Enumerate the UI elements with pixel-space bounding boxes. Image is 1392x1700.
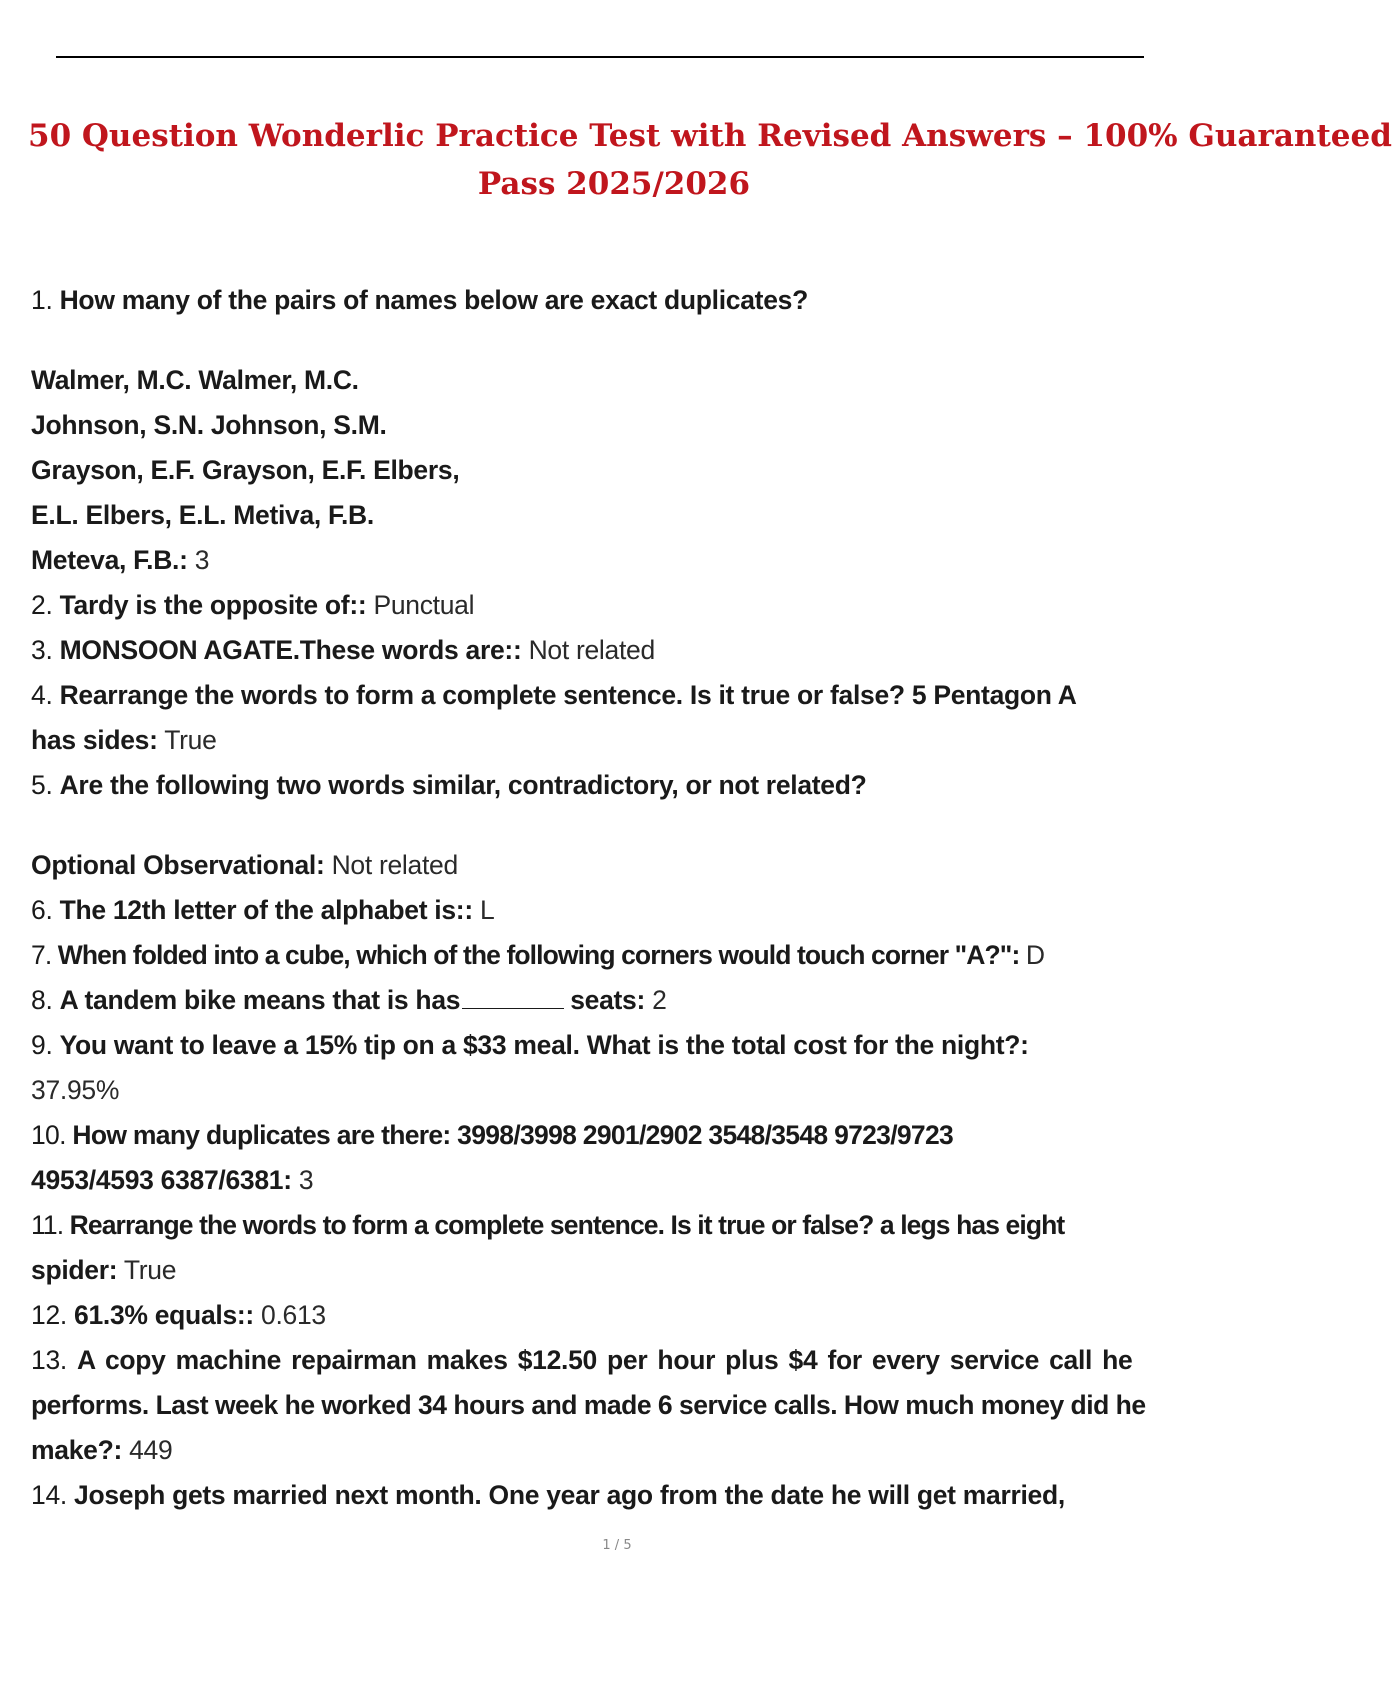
answer: 0.613 — [261, 1300, 326, 1330]
answer: L — [479, 895, 495, 925]
question-8: 8. A tandem bike means that is has seats: 2 — [31, 985, 667, 1015]
question-11: 11. Rearrange the words to form a complete sentence. Is it true or false? a legs has eight — [31, 1210, 1065, 1240]
q1-answer-line: Meteva, F.B.: 3 — [31, 545, 210, 575]
question-9-answer — [31, 1068, 1200, 1113]
answer: Not related — [331, 850, 458, 880]
answer: True — [123, 1255, 177, 1285]
answer: Punctual — [373, 590, 475, 620]
question-11-cont: spider: True — [31, 1255, 177, 1285]
question-3: 3. MONSOON AGATE.These words are:: Not related — [31, 635, 655, 665]
q1-name-line: Johnson, S.N. Johnson, S.M. — [31, 410, 387, 440]
question-6: 6. The 12th letter of the alphabet is:: L — [31, 895, 495, 925]
title-line-2: Pass 2025/2026 — [477, 166, 751, 202]
q1-name-line: Walmer, M.C. Walmer, M.C. — [31, 365, 359, 395]
page-number: 1 / 5 — [602, 1538, 632, 1553]
question-13: 13. A copy machine repairman makes $12.50 per hour plus $4 for every service call he — [31, 1345, 1133, 1375]
answer-blank — [462, 988, 564, 1009]
q1-name-line: E.L. Elbers, E.L. Metiva, F.B. — [31, 500, 374, 530]
answer: True — [164, 725, 217, 755]
question-4: 4. Rearrange the words to form a complete sentence. Is it true or false? 5 Pentagon A — [31, 680, 1077, 710]
question-13-cont2: make?: 449 — [31, 1435, 173, 1465]
question-2: 2. Tardy is the opposite of:: Punctual — [31, 590, 475, 620]
question-list — [31, 278, 1200, 1518]
answer: 2 — [652, 985, 667, 1015]
question-9: 9. You want to leave a 15% tip on a $33 meal. What is the total cost for the night?: — [31, 1030, 1029, 1060]
answer: D — [1025, 940, 1045, 970]
question-10-cont: 4953/4593 6387/6381: 3 — [31, 1165, 314, 1195]
question-5-sub: Optional Observational: Not related — [31, 850, 458, 880]
question-13-cont: performs. Last week he worked 34 hours and made 6 service calls. How much money did he — [31, 1390, 1146, 1420]
answer: 37.95% — [31, 1075, 120, 1105]
answer: 449 — [129, 1435, 173, 1465]
question-4-cont: has sides: True — [31, 725, 217, 755]
q1-name-line: Grayson, E.F. Grayson, E.F. Elbers, — [31, 455, 460, 485]
top-rule — [56, 56, 1144, 58]
question-5: 5. Are the following two words similar, contradictory, or not related? — [31, 770, 867, 800]
answer: 3 — [194, 545, 210, 575]
question-10: 10. How many duplicates are there: 3998/3998 2901/2902 3548/3548 9723/9723 — [31, 1120, 954, 1150]
answer: Not related — [528, 635, 655, 665]
document-title — [28, 112, 1392, 208]
question-12: 12. 61.3% equals:: 0.613 — [31, 1300, 326, 1330]
title-line-1: 50 Question Wonderlic Practice Test with Revised Answers – 100% Guaranteed — [28, 118, 1392, 154]
question-1: 1. How many of the pairs of names below are exact duplicates? — [31, 285, 808, 315]
question-7: 7. When folded into a cube, which of the following corners would touch corner "A?": D — [31, 940, 1045, 970]
answer: 3 — [298, 1165, 314, 1195]
question-14: 14. Joseph gets married next month. One year ago from the date he will get married, — [31, 1480, 1065, 1510]
